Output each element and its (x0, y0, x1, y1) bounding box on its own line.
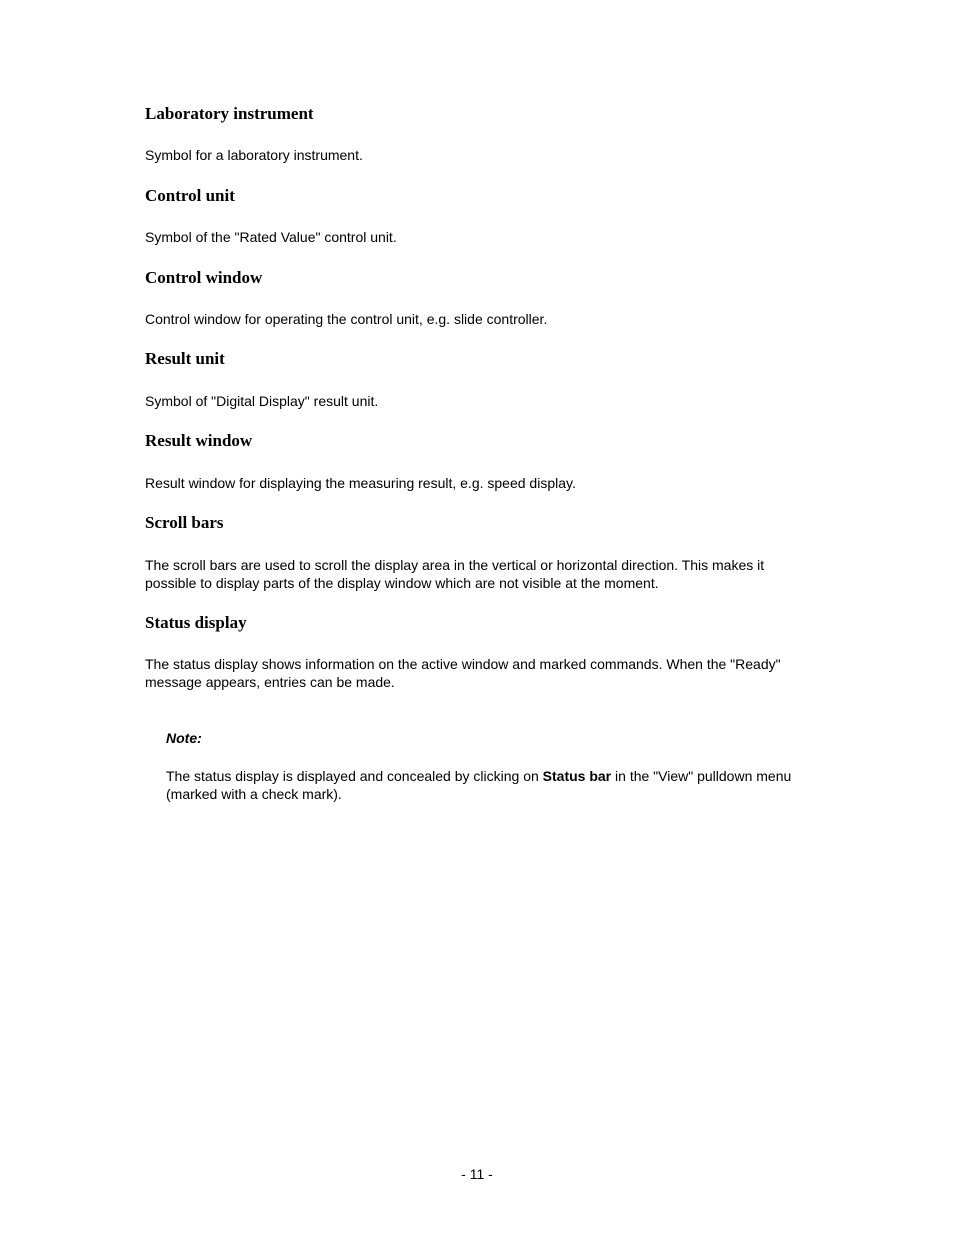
section-heading-result-window: Result window (145, 431, 253, 450)
section-text-result-unit: Symbol of "Digital Display" result unit. (145, 393, 379, 409)
section-text-result-window: Result window for displaying the measuring result, e.g. speed display. (145, 475, 576, 491)
section-text-laboratory-instrument: Symbol for a laboratory instrument. (145, 147, 363, 163)
section-heading-status-display: Status display (145, 613, 247, 632)
section-heading-scroll-bars: Scroll bars (145, 513, 224, 532)
note-text-after: in the "View" pulldown menu (marked with a check mark). (166, 768, 792, 802)
page-number: - 11 - (461, 1166, 493, 1182)
note-bold-term: Status bar (542, 768, 612, 784)
section-heading-control-unit: Control unit (145, 186, 235, 205)
section-heading-laboratory-instrument: Laboratory instrument (145, 104, 314, 123)
section-text-control-unit: Symbol of the "Rated Value" control unit. (145, 229, 397, 245)
section-text-status-display: The status display shows information on the active window and marked commands. When the "Ready" message appears, entries can be made. (145, 656, 781, 690)
section-heading-result-unit: Result unit (145, 349, 225, 368)
note-text (166, 767, 806, 803)
section-heading-control-window: Control window (145, 268, 263, 287)
note-label: Note: (166, 730, 202, 746)
section-text-control-window: Control window for operating the control unit, e.g. slide controller. (145, 311, 548, 327)
note-text-before: The status display is displayed and concealed by clicking on (166, 768, 543, 784)
section-text-scroll-bars: The scroll bars are used to scroll the display area in the vertical or horizontal direction. This makes it possible to display parts of the display window which are not visible at the moment. (145, 557, 765, 591)
